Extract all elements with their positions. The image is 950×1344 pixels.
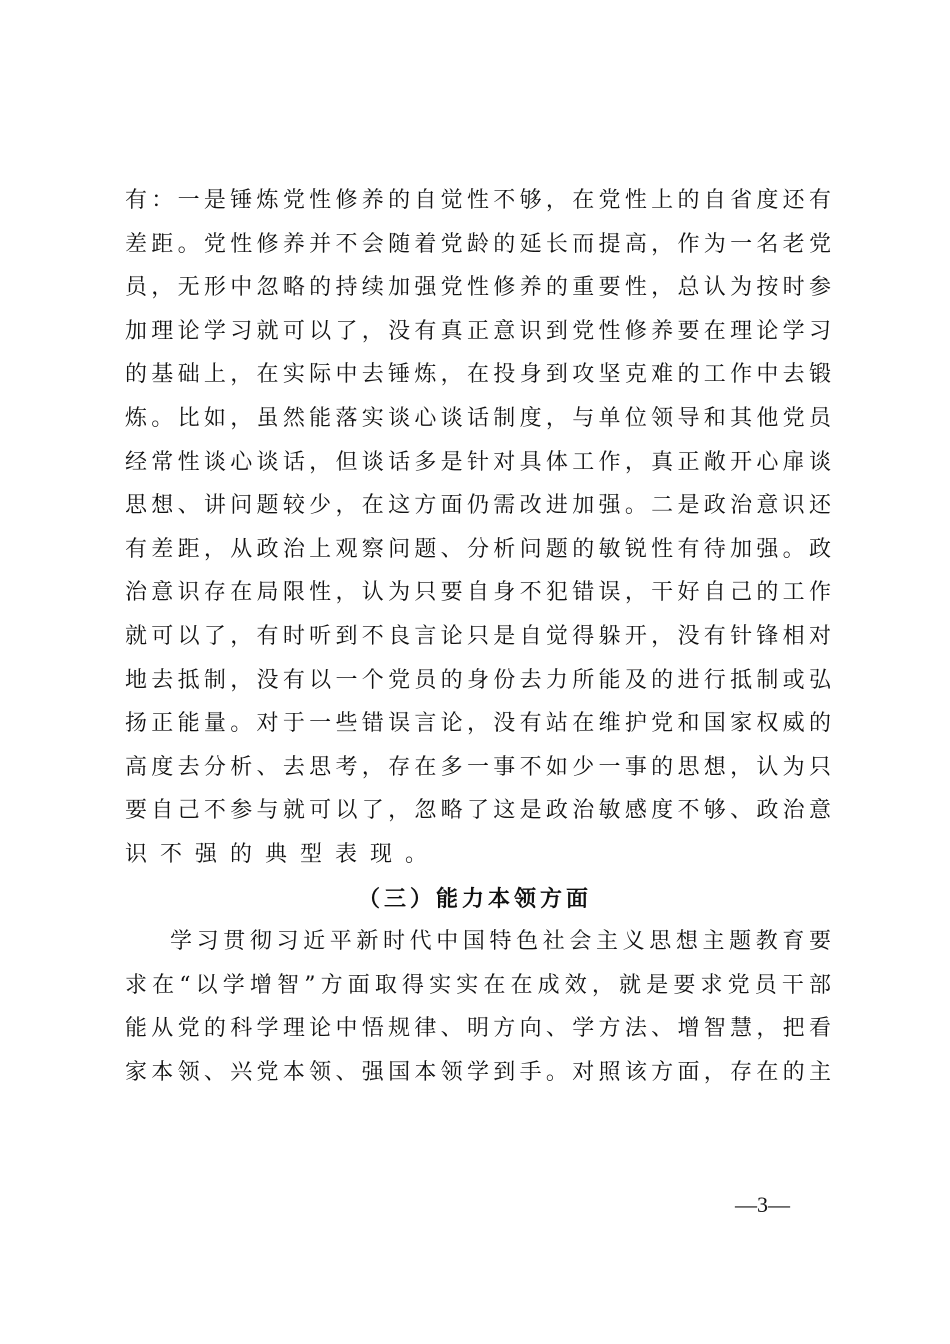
paragraph-line: 炼。比如，虽然能落实谈心谈话制度，与单位领导和其他党员 (125, 406, 831, 431)
paragraph-line: 员，无形中忽略的持续加强党性修养的重要性，总认为按时参 (125, 275, 831, 301)
paragraph-line: 差距。党性修养并不会随着党龄的延长而提高，作为一名老党 (125, 231, 831, 257)
paragraph-line: 地去抵制，没有以一个党员的身份去力所能及的进行抵制或弘 (125, 667, 831, 693)
paragraph-line: 求在“以学增智”方面取得实实在在成效，就是要求党员干部 (125, 972, 831, 998)
paragraph-line: 经常性谈心谈话，但谈话多是针对具体工作，真正敞开心扉谈 (125, 449, 831, 475)
paragraph-line: 高度去分析、去思考，存在多一事不如少一事的思想，认为只 (125, 754, 831, 780)
paragraph-line: 能从党的科学理论中悟规律、明方向、学方法、增智慧，把看 (125, 1016, 831, 1042)
paragraph-line: 要自己不参与就可以了，忽略了这是政治敏感度不够、政治意 (125, 798, 831, 824)
paragraph-line: 学习贯彻习近平新时代中国特色社会主义思想主题教育要 (170, 929, 831, 955)
paragraph-line: 就可以了，有时听到不良言论只是自觉得躲开，没有针锋相对 (125, 624, 831, 649)
paragraph-line: 治意识存在局限性，认为只要自身不犯错误，干好自己的工作 (125, 580, 831, 606)
paragraph-line: 有差距，从政治上观察问题、分析问题的敏锐性有待加强。政 (125, 536, 831, 562)
paragraph-line: 扬正能量。对于一些错误言论，没有站在维护党和国家权威的 (125, 711, 831, 737)
paragraph-line: 有：一是锤炼党性修养的自觉性不够，在党性上的自省度还有 (125, 188, 831, 213)
paragraph-line: 的基础上，在实际中去锤炼，在投身到攻坚克难的工作中去锻 (125, 362, 831, 388)
paragraph-line: 识不强的典型表现。 (125, 842, 441, 867)
section-heading: （三）能力本领方面 (357, 885, 592, 912)
paragraph-line: 加理论学习就可以了，没有真正意识到党性修养要在理论学习 (125, 318, 831, 344)
page-number: —3— (735, 1192, 790, 1217)
paragraph-line: 家本领、兴党本领、强国本领学到手。对照该方面，存在的主 (125, 1060, 831, 1085)
paragraph-line: 思想、讲问题较少，在这方面仍需改进加强。二是政治意识还 (125, 493, 831, 519)
